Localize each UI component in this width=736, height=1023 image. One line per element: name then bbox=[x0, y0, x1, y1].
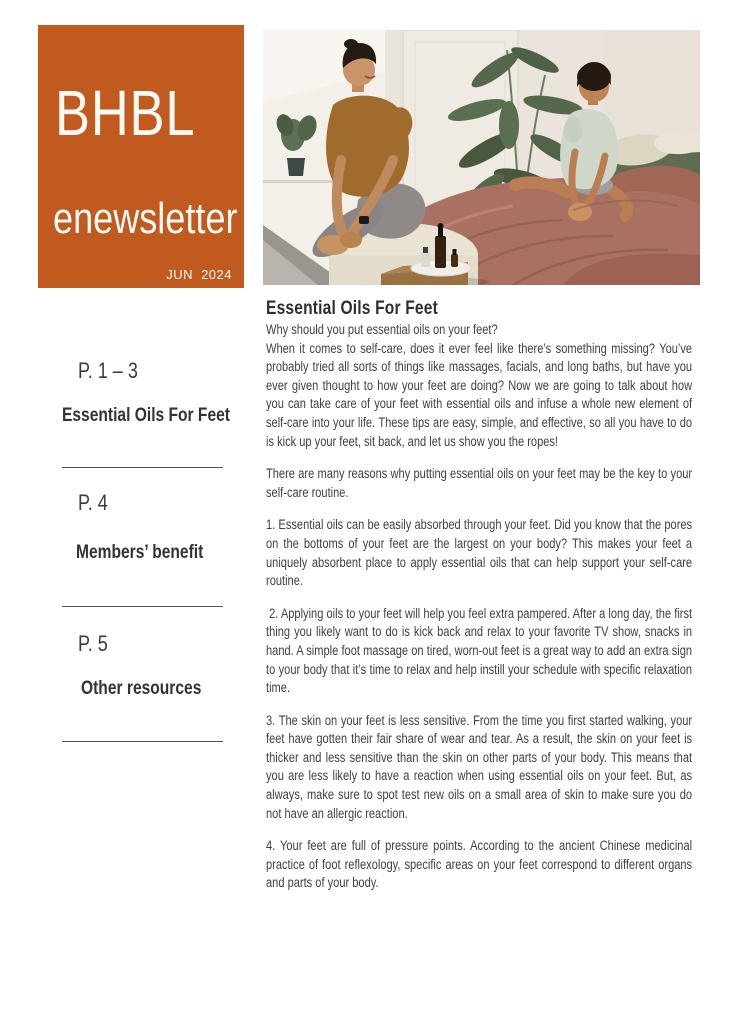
article-paragraph: 1. Essential oils can be easily absorbed through your feet. Did you know that the pores on the bottoms of your feet are the largest on your body? This makes your feet a uniquely absorbent place to apply essential oils that can help support your self-care routine. bbox=[266, 517, 693, 589]
toc-item-pages bbox=[78, 360, 151, 382]
article bbox=[266, 297, 692, 893]
article-paragraph: 4. Your feet are full of pressure points. According to the ancient Chinese medicinal practice of foot reflexology, specific areas on your feet correspond to different organs and parts of your body. bbox=[266, 838, 693, 891]
toc-pages-text: P. 1 – 3 bbox=[78, 358, 138, 383]
toc-item-title bbox=[81, 679, 228, 698]
article-paragraph: 2. Applying oils to your feet will help you feel extra pampered. After a long day, the first thing you likely want to do is kick back and relax to your favorite TV show, snacks in hand. A simple foot massage on tired, worn-out feet is a great way to add an extra sign to your body that it’s time to relax and help instill your schedule with specific relaxation time. bbox=[266, 605, 693, 696]
toc-title-text: Other resources bbox=[81, 678, 202, 699]
toc-divider bbox=[62, 467, 223, 468]
smartwatch bbox=[359, 216, 369, 224]
toc-pages-text: P. 4 bbox=[78, 490, 108, 515]
brand-box bbox=[38, 25, 244, 288]
toc-title-text: Members’ benefit bbox=[76, 542, 204, 563]
toc-item-title bbox=[62, 406, 267, 425]
article-paragraph: There are many reasons why putting essential oils on your feet may be the key to your self-care routine. bbox=[266, 466, 693, 500]
toc-item-title bbox=[76, 543, 231, 562]
brand-title-text: BHBL bbox=[55, 77, 196, 149]
hero-photo bbox=[263, 30, 700, 285]
toc-item-pages bbox=[78, 633, 114, 655]
brand-subtitle bbox=[53, 194, 278, 243]
article-paragraph: When it comes to self-care, does it ever feel like there’s something missing? You’ve probably tried all sorts of things like massages, facials, and long baths, but have you ever given thought to how your feet are doing? Now we are going to talk about how you can take care of your feet with essential oils and infuse a whole new element of self-care into your life. These tips are easy, simple, and effective, so all you have to do is kick up your feet, sit back, and let us show you the ropes! bbox=[266, 340, 693, 449]
toc-pages-text: P. 5 bbox=[78, 631, 108, 656]
article-heading: Essential Oils For Feet bbox=[266, 298, 438, 319]
toc-item-pages bbox=[78, 492, 114, 514]
toc-divider bbox=[62, 606, 223, 607]
article-paragraph: 3. The skin on your feet is less sensitive. From the time you first started walking, your feet have gotten their fair share of wear and tear. As a result, the skin on your feet is thicker and less sensitive than the skin on other parts of your body. This means that you are less likely to have a reaction when using essential oils on your feet. But, as always, make sure to spot test new oils on a small area of skin to make sure you do not have an allergic reaction. bbox=[266, 712, 693, 821]
toc-divider bbox=[62, 741, 223, 742]
article-intro: Why should you put essential oils on your feet? bbox=[266, 322, 498, 337]
brand-title bbox=[55, 77, 226, 149]
toc-title-text: Essential Oils For Feet bbox=[62, 405, 230, 426]
brand-subtitle-text: enewsletter bbox=[53, 194, 238, 243]
issue-date: JUN 2024 bbox=[166, 267, 232, 282]
